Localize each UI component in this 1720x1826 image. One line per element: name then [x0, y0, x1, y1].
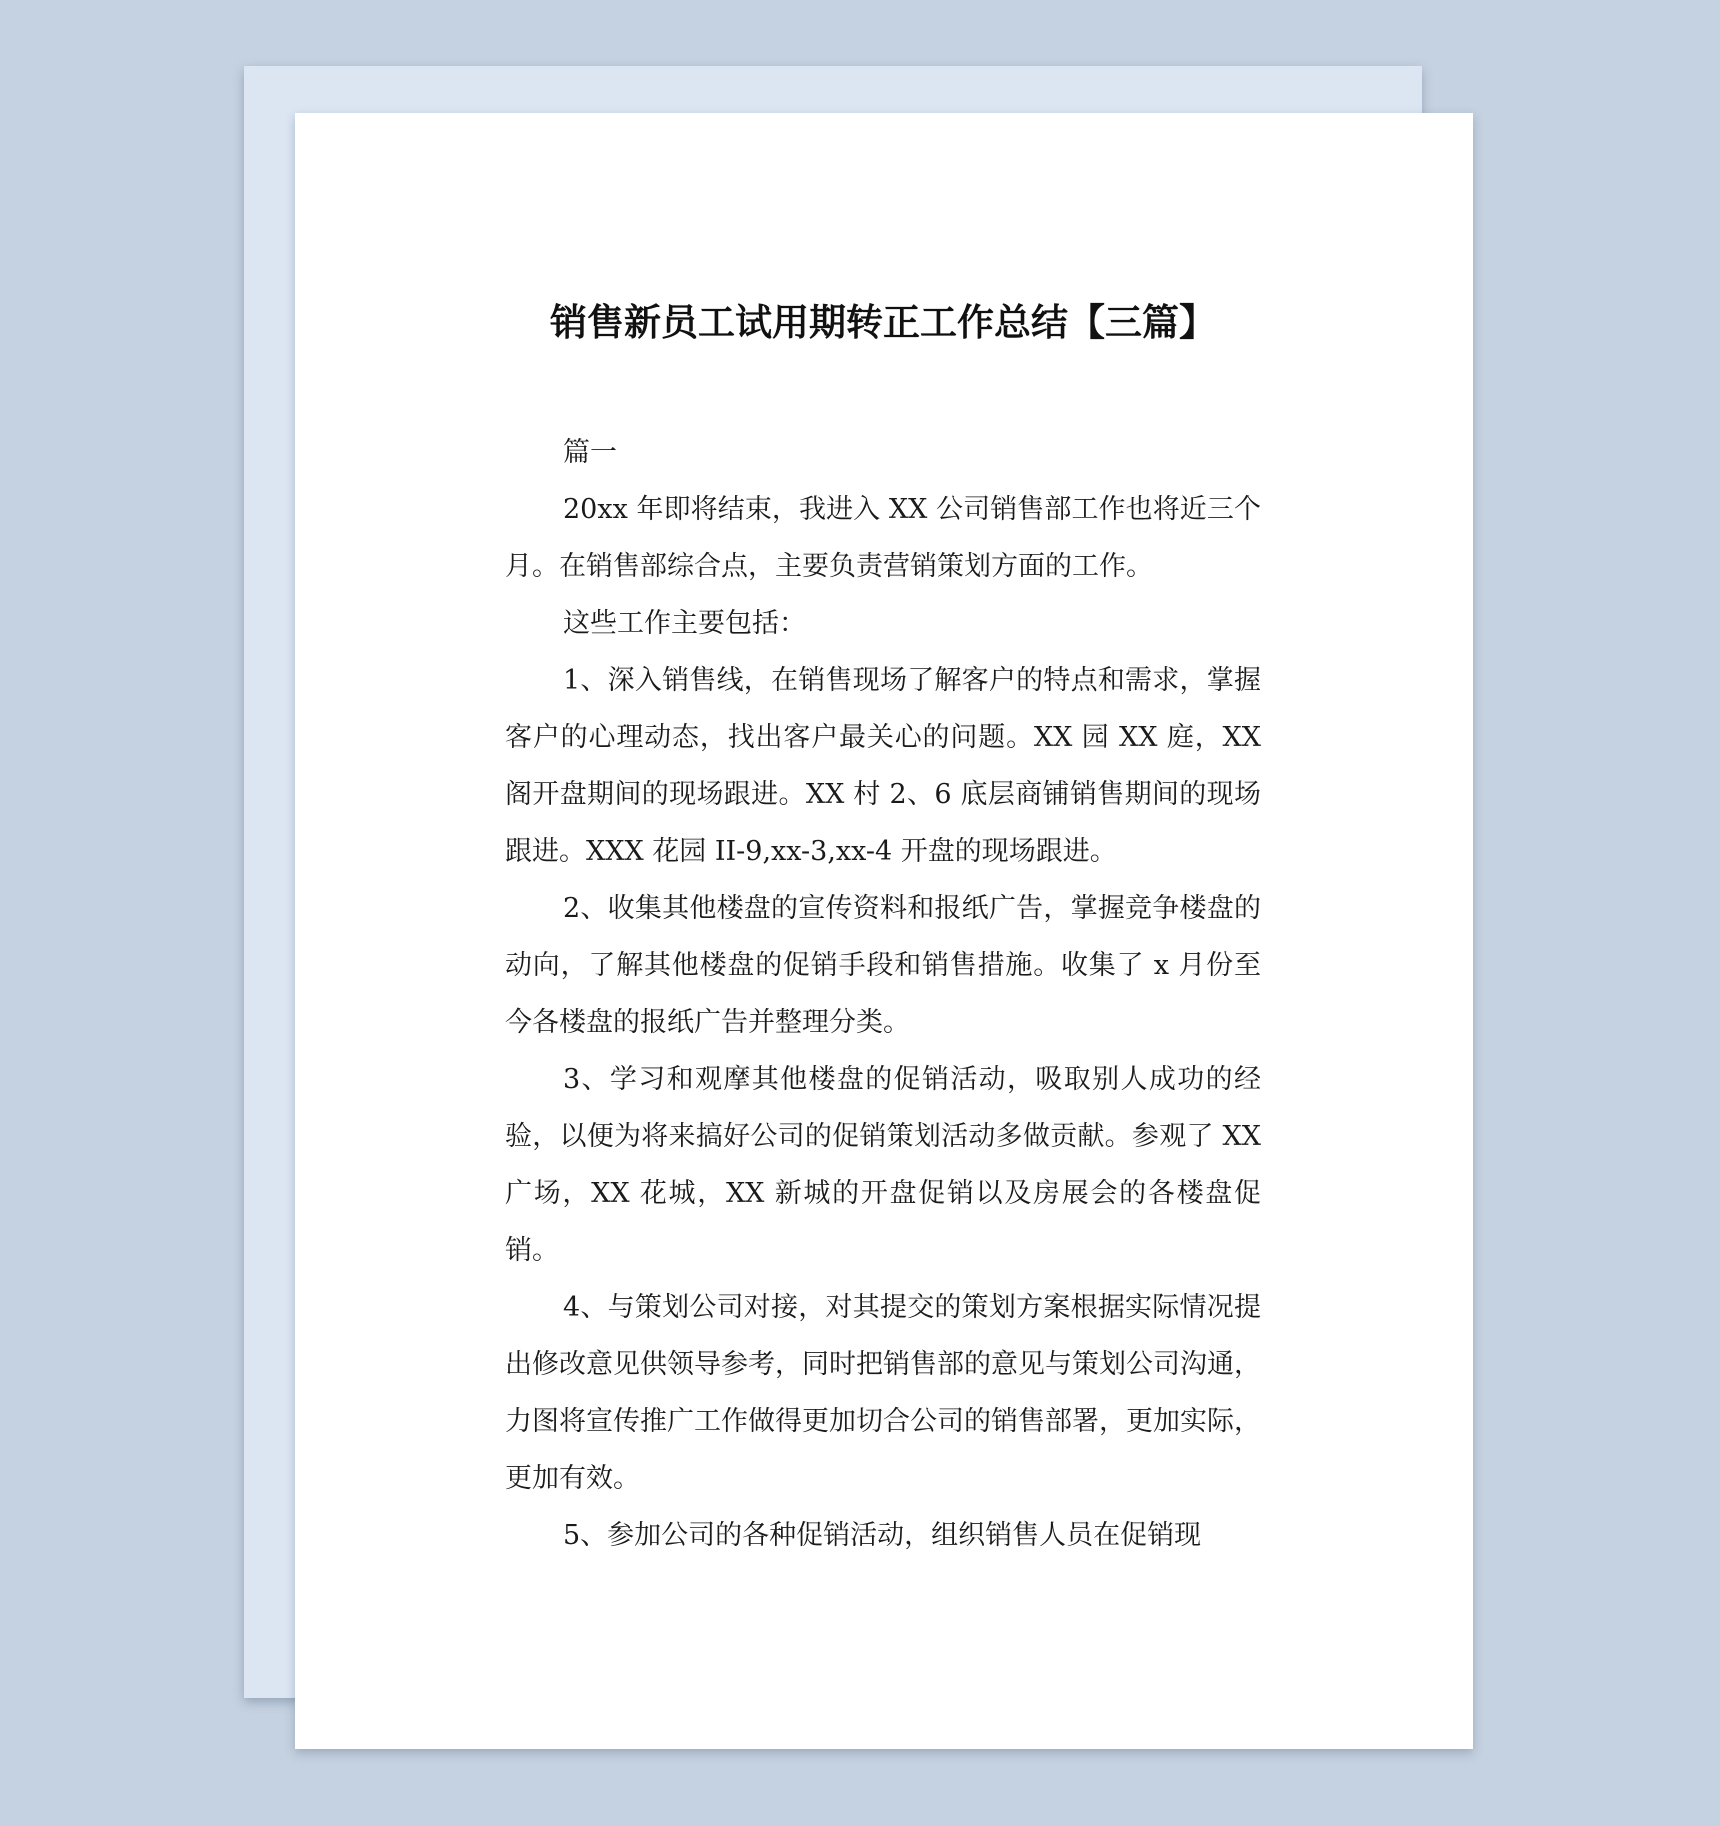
document-title: 销售新员工试用期转正工作总结【三篇】: [550, 301, 1216, 344]
list-item-paragraph: 4、与策划公司对接，对其提交的策划方案根据实际情况提出修改意见供领导参考，同时把销售部的意见与策划公司沟通，力图将宣传推广工作做得更加切合公司的销售部署，更加实际，更加有效。: [505, 1292, 1261, 1494]
document-page: [295, 113, 1473, 1749]
list-item-paragraph: 5、参加公司的各种促销活动，组织销售人员在促销现: [563, 1520, 1202, 1551]
document-body: [505, 424, 1261, 1564]
paragraph: 这些工作主要包括：: [563, 608, 806, 639]
list-item-paragraph: 2、收集其他楼盘的宣传资料和报纸广告，掌握竞争楼盘的动向，了解其他楼盘的促销手段和销售措施。收集了 x 月份至今各楼盘的报纸广告并整理分类。: [505, 893, 1261, 1038]
paragraph: 20xx 年即将结束，我进入 XX 公司销售部工作也将近三个月。在销售部综合点，主要负责营销策划方面的工作。: [505, 494, 1261, 582]
section-heading: 篇一: [563, 437, 617, 468]
list-item-paragraph: 3、学习和观摩其他楼盘的促销活动，吸取别人成功的经验，以便为将来搞好公司的促销策划活动多做贡献。参观了 XX 广场，XX 花城，XX 新城的开盘促销以及房展会的各楼盘促销。: [505, 1064, 1261, 1266]
document-content: [505, 298, 1261, 1564]
list-item-paragraph: 1、深入销售线，在销售现场了解客户的特点和需求，掌握客户的心理动态，找出客户最关心的问题。XX 园 XX 庭，XX 阁开盘期间的现场跟进。XX 村 2、6 底层商铺销售期间的现场跟进。XXX 花园 II-9,xx-3,xx-4 开盘的现场跟进。: [505, 665, 1261, 867]
